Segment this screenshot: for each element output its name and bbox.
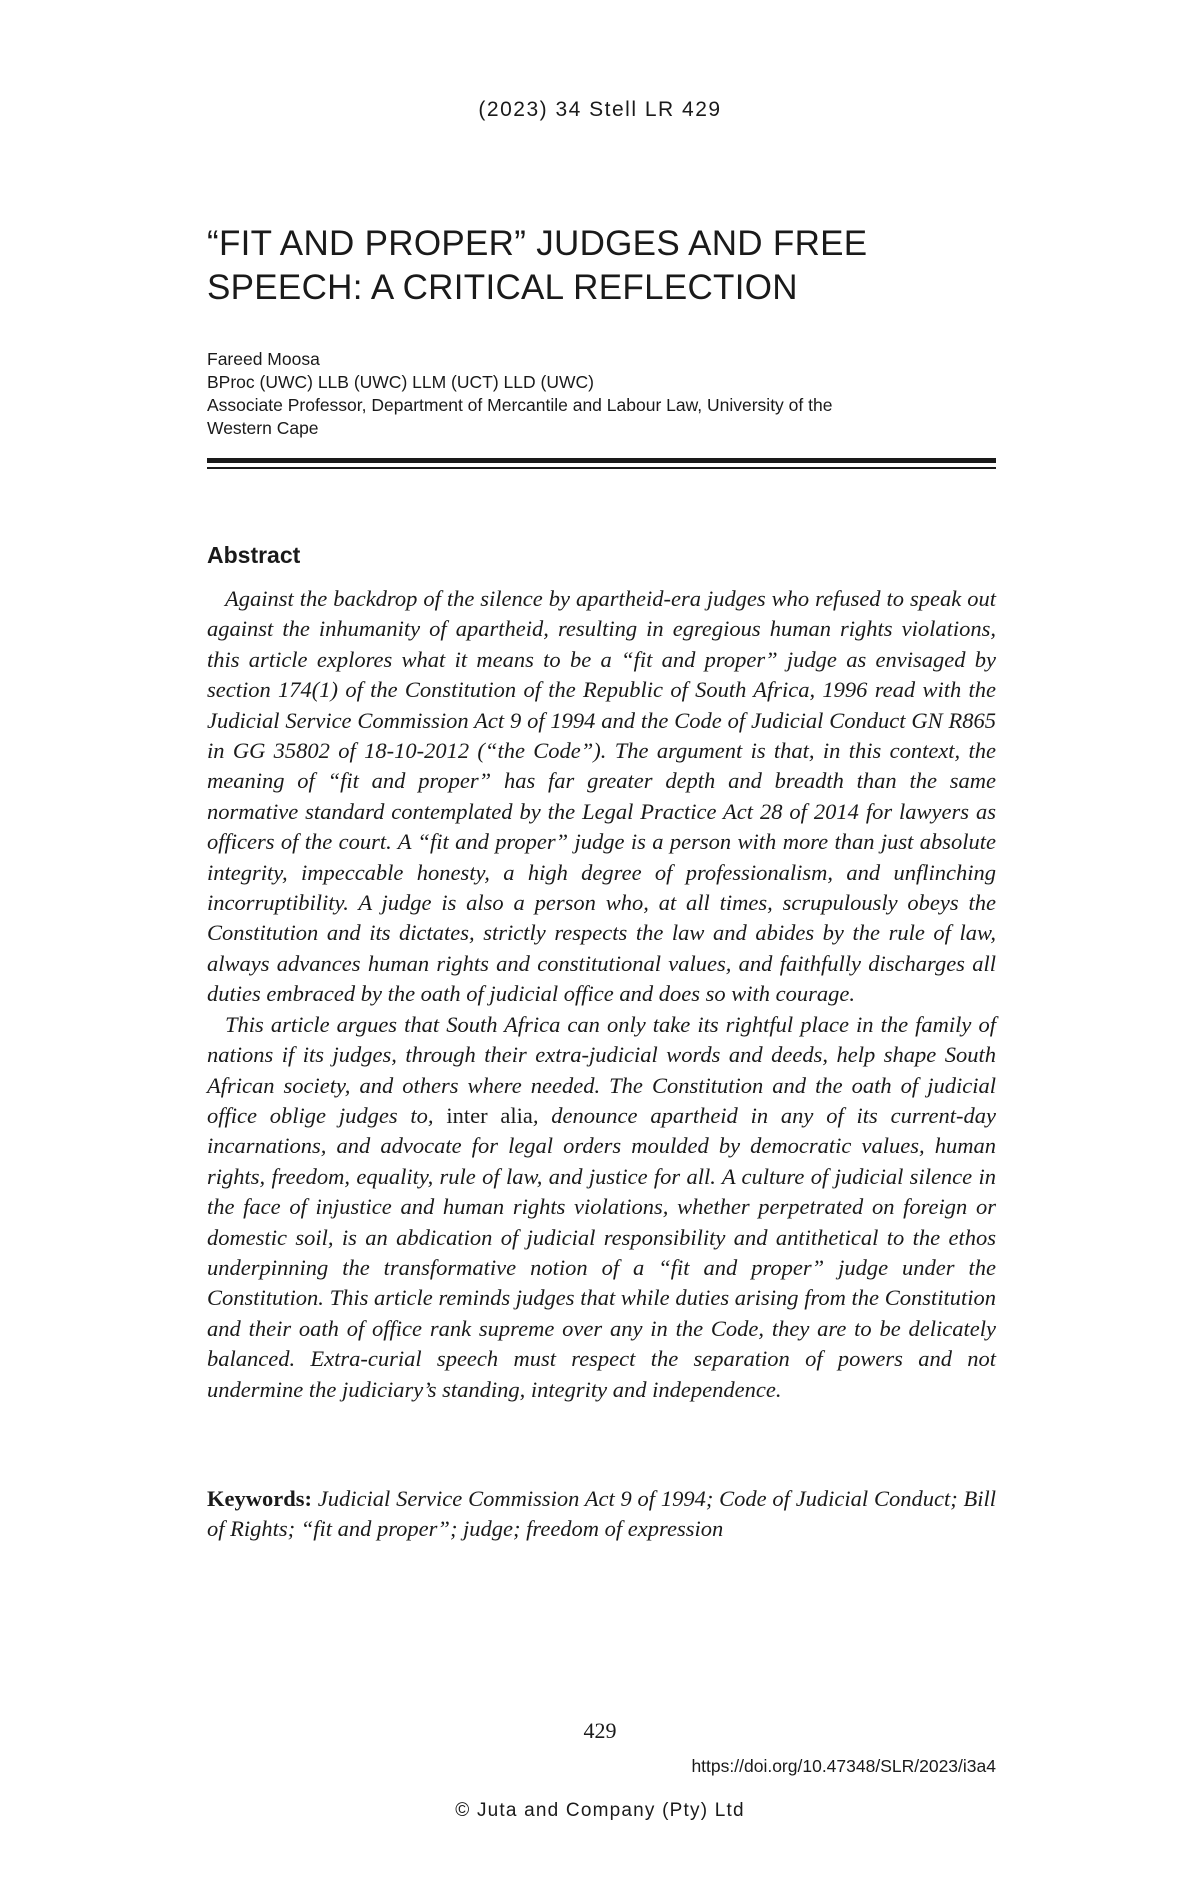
article-title-line-1: “FIT AND PROPER” JUDGES AND FREE: [207, 224, 868, 263]
abstract-heading: Abstract: [207, 542, 301, 568]
abstract-paragraph-2-part-1: This article argues that South Africa can only take its rightful place in the family of nations if its judges, through their extra-judicial words and deeds, help shape South African society, and others where needed. The Constitution and the oath of judicial office oblige judges to,: [207, 1011, 996, 1128]
header-divider-thick: [207, 458, 996, 463]
author-affiliation-line-1: Associate Professor, Department of Mercantile and Labour Law, University of the: [207, 395, 833, 415]
abstract-latin-phrase: inter alia: [446, 1102, 533, 1128]
keywords-label: Keywords:: [207, 1486, 312, 1511]
author-block: [207, 348, 1007, 440]
header-divider-thin: [207, 467, 996, 469]
abstract-paragraph-1: Against the backdrop of the silence by apartheid-era judges who refused to speak out against the inhumanity of apartheid, resulting in egregious human rights violations, this article explores what it means to be a “fit and proper” judge as envisaged by section 174(1) of the Constitution of the Republic of South Africa, 1996 read with the Judicial Service Commission Act 9 of 1994 and the Code of Judicial Conduct GN R865 in GG 35802 of 18-10-2012 (“the Code”). The argument is that, in this context, the meaning of “fit and proper” has far greater depth and breadth than the same normative standard contemplated by the Legal Practice Act 28 of 2014 for lawyers as officers of the court. A “fit and proper” judge is a person with more than just absolute integrity, impeccable honesty, a high degree of professionalism, and unflinching incorruptibility. A judge is also a person who, at all times, scrupulously obeys the Constitution and its dictates, strictly respects the law and abides by the rule of law, always advances human rights and constitutional values, and faithfully discharges all duties embraced by the oath of judicial office and does so with courage.: [207, 586, 996, 1007]
journal-citation: (2023) 34 Stell LR 429: [478, 98, 722, 121]
copyright-notice: © Juta and Company (Pty) Ltd: [455, 1800, 745, 1821]
author-affiliation-line-2: Western Cape: [207, 418, 319, 438]
author-degrees: BProc (UWC) LLB (UWC) LLM (UCT) LLD (UWC): [207, 372, 594, 392]
doi-link[interactable]: https://doi.org/10.47348/SLR/2023/i3a4: [691, 1756, 996, 1776]
keywords: [207, 1484, 996, 1545]
keywords-text: Judicial Service Commission Act 9 of 1994; Code of Judicial Conduct; Bill of Rights; “fit and proper”; judge; freedom of expression: [207, 1486, 996, 1542]
article-title: [207, 222, 1007, 310]
author-name: Fareed Moosa: [207, 349, 320, 369]
page-number: 429: [583, 1718, 617, 1743]
article-title-line-2: SPEECH: A CRITICAL REFLECTION: [207, 268, 798, 307]
abstract-body: [207, 584, 996, 1405]
abstract-paragraph-2: [207, 1010, 996, 1405]
abstract-paragraph-2-part-2: , denounce apartheid in any of its current-day incarnations, and advocate for legal orders moulded by democratic values, human rights, freedom, equality, rule of law, and justice for all. A culture of judicial silence in the face of injustice and human rights violations, whether perpetrated on foreign or domestic soil, is an abdication of judicial responsibility and antithetical to the ethos underpinning the transformative notion of a “fit and proper” judge under the Constitution. This article reminds judges that while duties arising from the Constitution and their oath of office rank supreme over any in the Code, they are to be delicately balanced. Extra-curial speech must respect the separation of powers and not undermine the judiciary’s standing, integrity and independence.: [207, 1102, 996, 1402]
